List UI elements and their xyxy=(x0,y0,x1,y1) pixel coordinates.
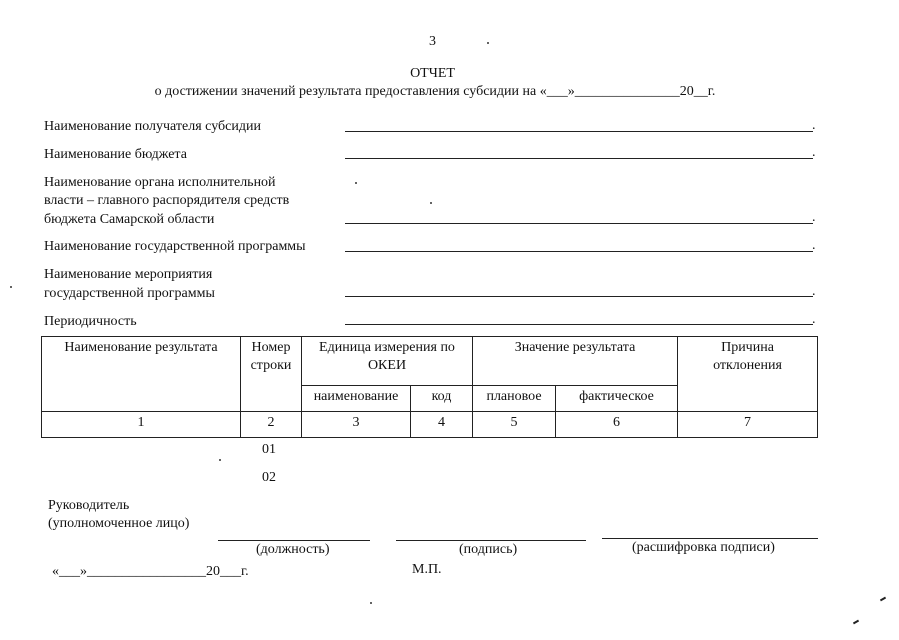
header-unit-code: код xyxy=(411,386,473,412)
scan-mark xyxy=(853,620,859,625)
field-end-dot: . xyxy=(812,312,816,327)
column-number: 5 xyxy=(473,412,556,438)
header-reason-line1: Причина xyxy=(721,340,774,355)
field-end-dot: . xyxy=(812,284,816,299)
field-end-dot: . xyxy=(812,118,816,133)
decoding-line[interactable] xyxy=(602,538,818,539)
field-event-label-line1: Наименование мероприятия xyxy=(44,267,213,282)
header-reason xyxy=(678,337,818,412)
header-value-planned: плановое xyxy=(473,386,556,412)
decoding-caption: (расшифровка подписи) xyxy=(632,540,775,555)
header-unit-name: наименование xyxy=(302,386,411,412)
field-end-dot: . xyxy=(812,210,816,225)
column-number: 2 xyxy=(241,412,302,438)
field-budget-label: Наименование бюджета xyxy=(44,147,187,162)
report-subtitle: о достижении значений результата предоставления субсидии на «___»_______________20__г. xyxy=(154,84,716,99)
signature-date: «___»_________________20___г. xyxy=(52,564,249,579)
scan-speck xyxy=(355,182,357,184)
header-result-name: Наименование результата xyxy=(42,337,241,412)
table-column-number-row xyxy=(42,412,818,438)
header-reason-line2: отклонения xyxy=(713,358,782,373)
scan-speck xyxy=(370,602,372,604)
field-end-dot: . xyxy=(812,145,816,160)
header-unit-line1: Единица измерения по xyxy=(319,340,455,355)
header-row-number xyxy=(241,337,302,412)
position-line[interactable] xyxy=(218,540,370,541)
stamp-placeholder: М.П. xyxy=(412,562,442,577)
field-periodicity-label: Периодичность xyxy=(44,314,137,329)
column-number: 7 xyxy=(678,412,818,438)
header-value: Значение результата xyxy=(473,337,678,386)
field-authority-label-line1: Наименование органа исполнительной xyxy=(44,175,276,190)
page-number: 3 xyxy=(429,34,436,49)
header-unit-line2: ОКЕИ xyxy=(367,358,407,373)
position-caption: (должность) xyxy=(256,542,330,557)
signature-caption: (подпись) xyxy=(459,542,518,557)
column-number: 4 xyxy=(411,412,473,438)
table-header-row xyxy=(42,337,818,386)
scan-speck xyxy=(10,286,12,288)
field-program-line[interactable] xyxy=(345,251,813,252)
scan-mark xyxy=(880,597,886,602)
field-authority-line[interactable] xyxy=(345,223,813,224)
scan-speck xyxy=(430,202,432,204)
header-value-actual: фактическое xyxy=(556,386,678,412)
signature-line[interactable] xyxy=(396,540,586,541)
field-event-line[interactable] xyxy=(345,296,813,297)
field-authority-label-line2: власти – главного распорядителя средств xyxy=(44,193,290,208)
row-code: 02 xyxy=(262,470,276,485)
scan-speck xyxy=(487,42,489,44)
results-table xyxy=(41,336,818,438)
scan-speck xyxy=(219,459,221,461)
header-row-number-line2: строки xyxy=(250,358,292,373)
field-program-label: Наименование государственной программы xyxy=(44,239,306,254)
column-number: 3 xyxy=(302,412,411,438)
field-event-label-line2: государственной программы xyxy=(44,286,215,301)
header-unit xyxy=(302,337,473,386)
header-row-number-line1: Номер xyxy=(251,340,291,355)
head-label-line1: Руководитель xyxy=(48,498,130,513)
field-budget-line[interactable] xyxy=(345,158,813,159)
field-periodicity-line[interactable] xyxy=(345,324,813,325)
field-recipient-line[interactable] xyxy=(345,131,813,132)
report-title: ОТЧЕТ xyxy=(410,66,455,81)
field-recipient-label: Наименование получателя субсидии xyxy=(44,119,261,134)
column-number: 6 xyxy=(556,412,678,438)
column-number: 1 xyxy=(42,412,241,438)
field-end-dot: . xyxy=(812,238,816,253)
head-label-line2: (уполномоченное лицо) xyxy=(48,516,190,531)
field-authority-label-line3: бюджета Самарской области xyxy=(44,212,215,227)
row-code: 01 xyxy=(262,442,276,457)
